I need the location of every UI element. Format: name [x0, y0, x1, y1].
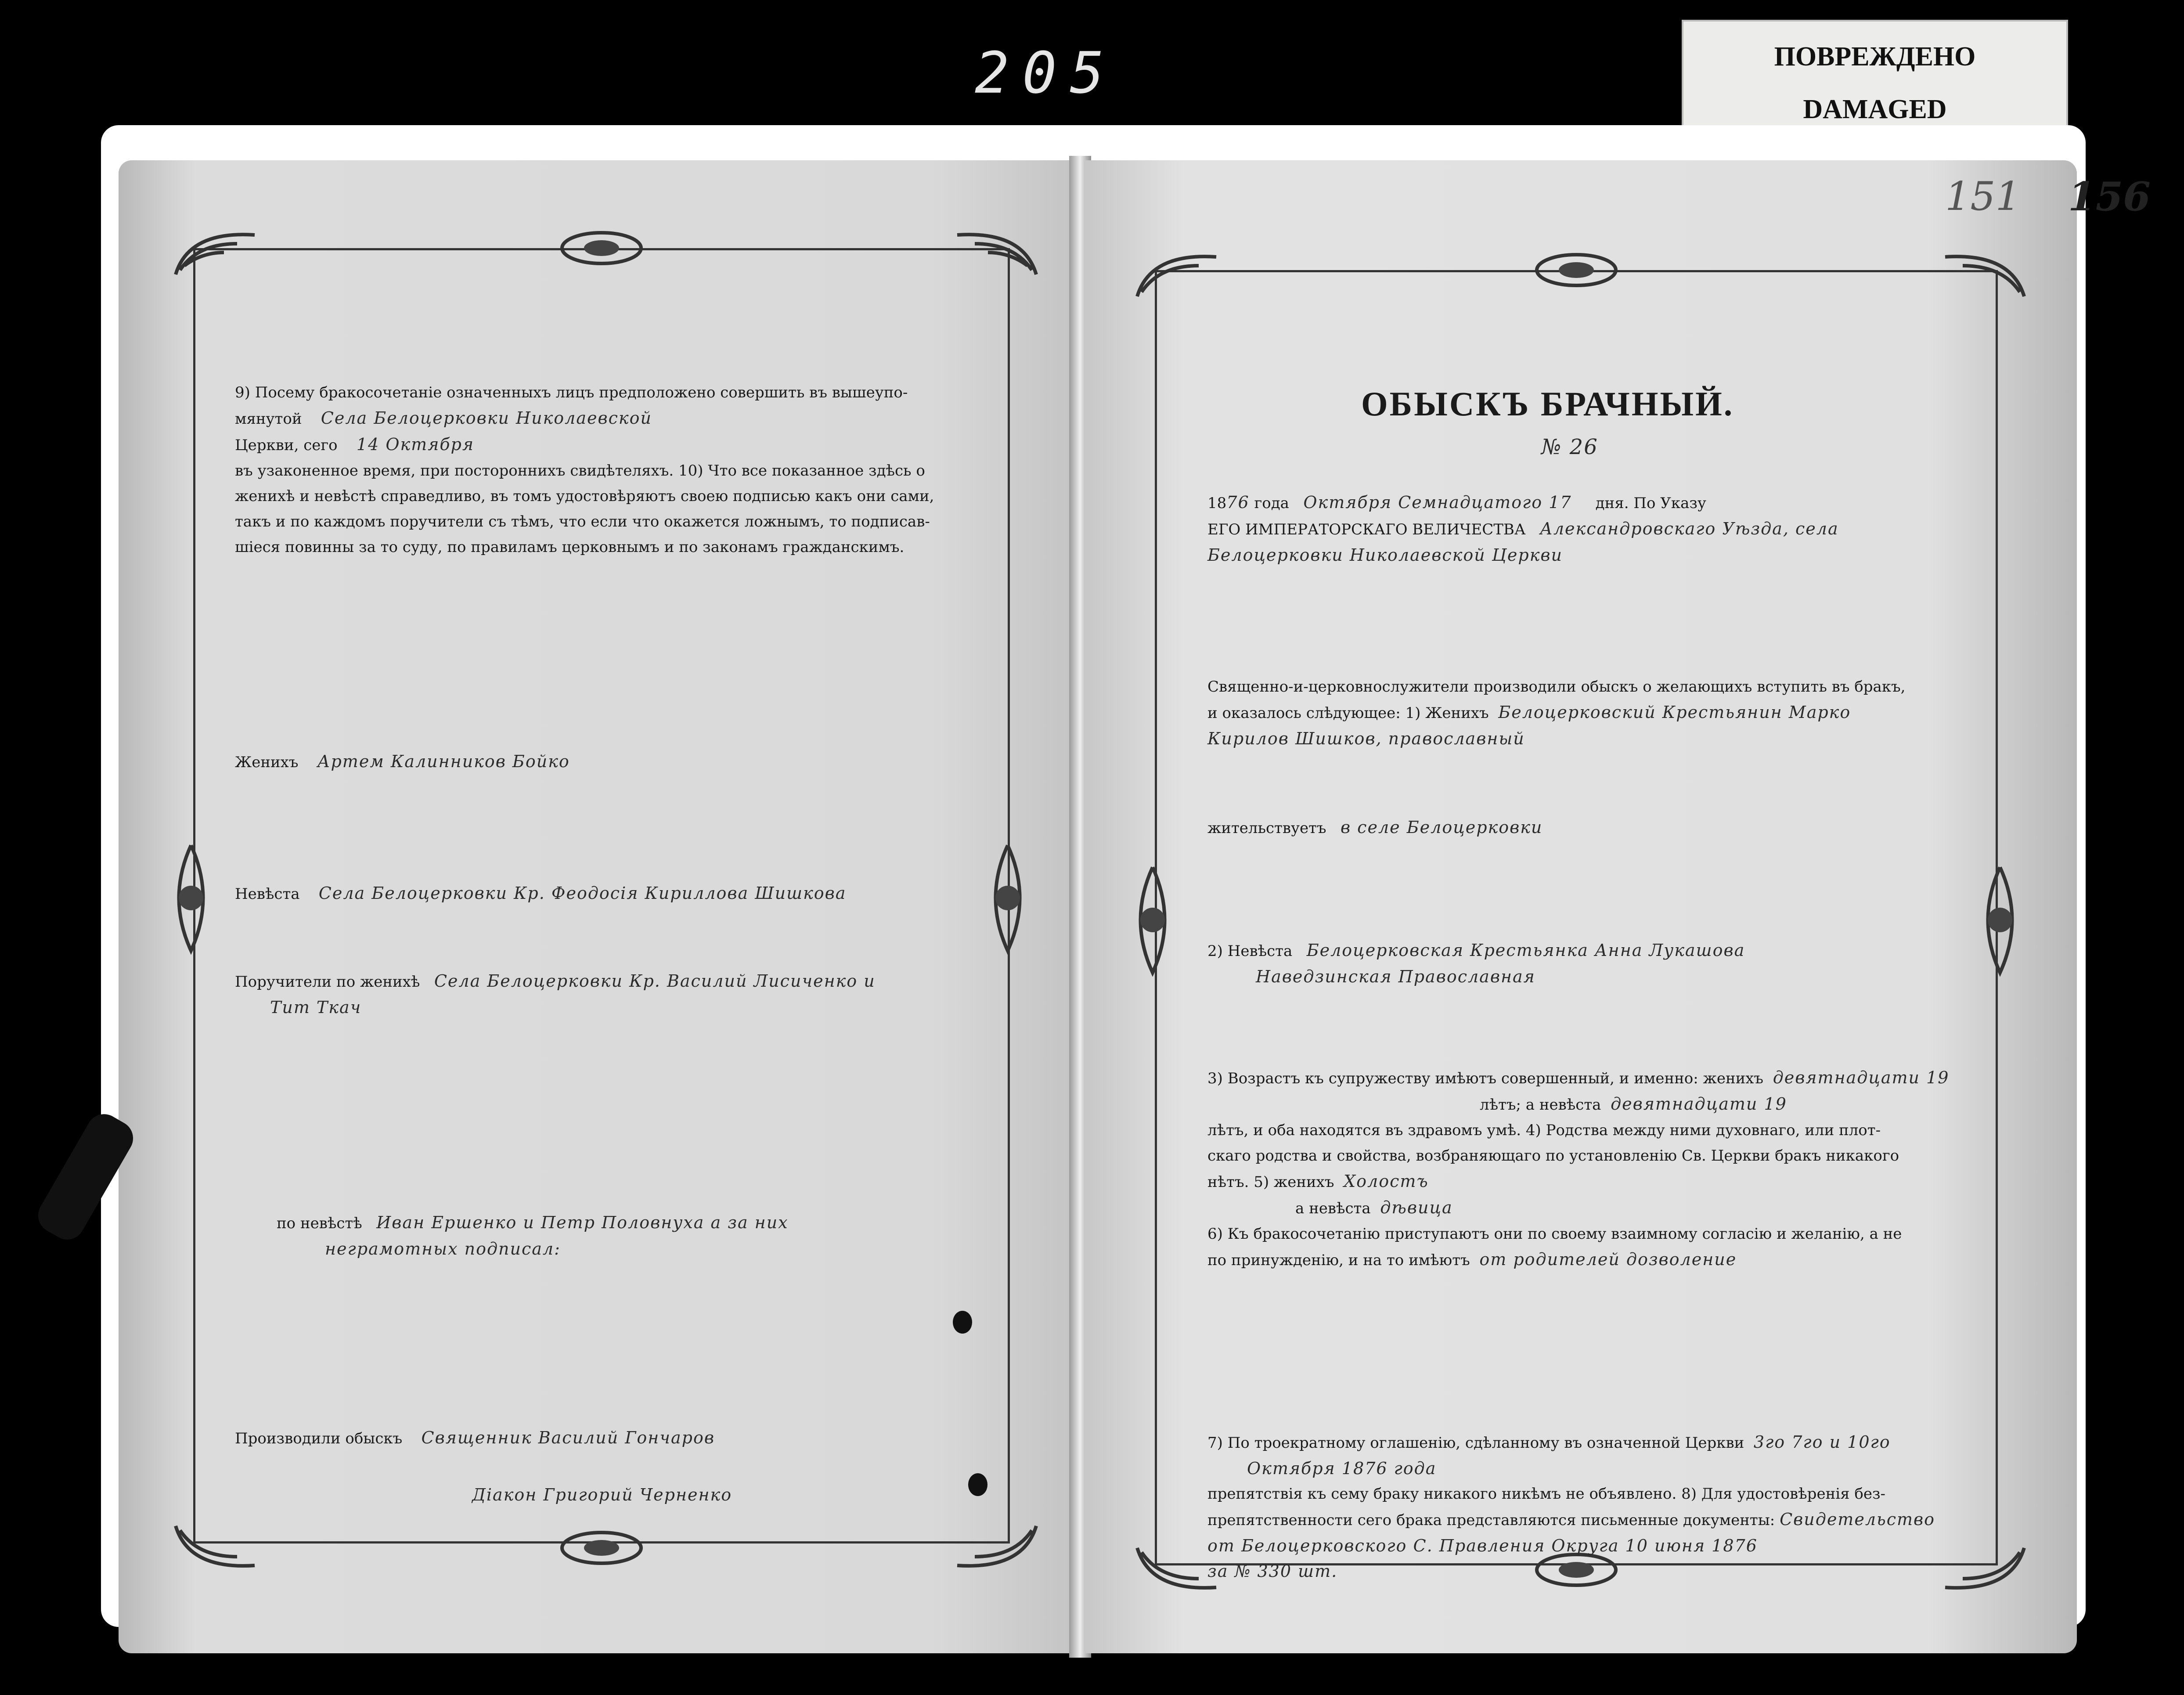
stamp-line-english: DAMAGED [1803, 94, 1947, 124]
folio-pencil-number: 151 [1945, 173, 2021, 220]
search-line-1 [235, 1425, 1008, 1451]
printed-text: года [1254, 494, 1289, 512]
right-page-border [1155, 270, 1998, 1565]
bride-age-handwritten: девятнадцати 19 [1611, 1094, 1787, 1114]
bride-line-2: Наведзинская Православная [1256, 967, 1535, 986]
date-handwritten: Октября Семнадцатого 17 [1303, 493, 1572, 512]
age-block [1207, 1065, 1989, 1273]
printed-text: 18 [1207, 494, 1227, 512]
handwritten-date: 14 Октября [356, 435, 475, 454]
left-page [119, 160, 1076, 1653]
groom-label: Женихъ [235, 754, 299, 771]
bride-guarantors [277, 1210, 1006, 1262]
groom-status-handwritten: Холостъ [1344, 1172, 1429, 1191]
groom-age-handwritten: девятнадцати 19 [1773, 1068, 1950, 1087]
age-line-1 [1207, 1065, 1989, 1091]
ink-blot [968, 1473, 987, 1496]
age-line-2 [1207, 1091, 1989, 1118]
groom-handwritten: Белоцерковский Крестьянин Марко [1498, 703, 1851, 722]
bride-name-handwritten: Села Белоцерковки Кр. Феодосія Кириллова Шишкова [318, 884, 847, 903]
printed-text: и оказалось слѣдующее: 1) Женихъ [1207, 704, 1489, 722]
document-handwritten: Свидетельство [1780, 1510, 1935, 1529]
printed-text: 3) Возрастъ къ супружеству имѣютъ совершенный, и именно: женихъ [1207, 1070, 1764, 1087]
clause-9-line-5: женихѣ и невѣстѣ справедливо, въ томъ удостовѣряютъ своею подписью какъ они сами, [235, 487, 934, 505]
clause-9-line-3 [235, 432, 1008, 458]
banns-line-3: препятствія къ сему браку никакого никѣмъ не объявлено. 8) Для удостовѣренія без- [1207, 1485, 1885, 1503]
bride-guarantors-handwritten: Иван Ершенко и Петр Половнуха а за них [376, 1213, 789, 1232]
clergy-line-1: Священно-и-церковнослужители производили обыскъ о желающихъ вступить въ бракъ, [1207, 678, 1906, 696]
right-header-block [1207, 490, 1989, 568]
handwritten-church: Села Белоцерковки Николаевской [321, 408, 652, 428]
age-line-5 [1207, 1168, 1989, 1195]
printed-text: препятственности сего брака представляются письменные документы: [1207, 1511, 1775, 1529]
open-register-book [101, 125, 2151, 1627]
folio-ink-number: 156 [2068, 173, 2151, 220]
banns-line-2: Октября 1876 года [1247, 1459, 1437, 1478]
groom-guarantors-handwritten: Села Белоцерковки Кр. Василий Лисиченко и [434, 971, 876, 991]
year-handwritten: 76 [1226, 493, 1250, 512]
banns-block [1207, 1429, 1989, 1584]
bride-label: 2) Невѣста [1207, 942, 1293, 960]
residence-handwritten: в селе Белоцерковки [1340, 818, 1543, 837]
banns-line-1 [1207, 1429, 1989, 1456]
banns-line-5: от Белоцерковского С. Правления Округа 10 июня 1876 [1207, 1536, 1758, 1555]
left-text-block [235, 380, 1008, 560]
age-line-6 [1207, 1195, 1989, 1221]
residence-line [1207, 815, 1989, 841]
stamp-line-russian: ПОВРЕЖДЕНО [1774, 42, 1976, 72]
ornament-right-top-center [1532, 239, 1620, 292]
clause-9-line-6: такъ и по каждомъ поручители съ тѣмъ, что если что окажется ложнымъ, то подписав- [235, 513, 930, 530]
groom-entry [235, 749, 1008, 775]
groom-guarantors-line-1 [235, 968, 1008, 995]
printed-text: нѣтъ. 5) женихъ [1207, 1173, 1334, 1191]
residence-label: жительствуетъ [1207, 819, 1326, 837]
printed-text: ЕГО ИМПЕРАТОРСКАГО ВЕЛИЧЕСТВА [1207, 521, 1526, 538]
groom-name-handwritten: Артем Калинников Бойко [317, 752, 570, 771]
ornament-left-bottom-center [558, 1526, 645, 1579]
clause-9-line-1: 9) Посему бракосочетаніе означенныхъ лицъ предположено совершить въ вышеупо- [235, 384, 908, 401]
banns-line-4 [1207, 1507, 1989, 1533]
search-performed [235, 1425, 1008, 1507]
printed-text: дня. По Указу [1595, 494, 1706, 512]
ornament-left-bottom-right [953, 1522, 1041, 1574]
guarantors-label: по невѣстѣ [277, 1215, 362, 1232]
priest-signature: Священник Василий Гончаров [421, 1428, 715, 1447]
clause-9-line-7: шіеся повинны за то суду, по правиламъ церковнымъ и по законамъ гражданскимъ. [235, 538, 905, 556]
banns-dates-handwritten: 3го 7го и 10го [1753, 1432, 1891, 1452]
ornament-left-top-right [953, 226, 1041, 279]
clergy-block [1207, 674, 1989, 751]
frame-number: 205 [975, 40, 1117, 106]
printed-text: Церкви, сего [235, 436, 338, 454]
age-line-3: лѣтъ, и оба находятся въ здравомъ умѣ. 4) Родства между ними духовнаго, или плот- [1207, 1122, 1881, 1139]
age-line-4: скаго родства и свойства, возбраняющаго по установленію Св. Церкви бракъ никакого [1207, 1147, 1899, 1165]
ornament-right-side-left [1124, 863, 1181, 977]
deacon-signature: Діакон Григорий Черненко [472, 1485, 732, 1504]
banns-line-6: за № 330 шт. [1207, 1562, 1338, 1581]
bride-handwritten: Белоцерковская Крестьянка Анна Лукашова [1306, 941, 1745, 960]
consent-handwritten: от родителей дозволение [1479, 1250, 1737, 1269]
printed-text: лѣтъ; а невѣста [1480, 1096, 1601, 1114]
consent-line-2 [1207, 1247, 1989, 1273]
ink-blot [953, 1311, 972, 1334]
search-label: Производили обыскъ [235, 1430, 403, 1447]
printed-text: 7) По троекратному оглашенію, сдѣланному въ означенной Церкви [1207, 1434, 1744, 1452]
document-title: ОБЫСКЪ БРАЧНЫЙ. [1361, 385, 1734, 423]
ornament-left-bottom-left [171, 1522, 259, 1574]
ornament-left-top-left [171, 226, 259, 279]
clause-9-line-2 [235, 405, 1008, 432]
date-line [1207, 490, 1989, 516]
consent-line-1: 6) Къ бракосочетанію приступаютъ они по своему взаимному согласію и желанію, а не [1207, 1225, 1902, 1243]
groom-guarantors [235, 968, 1008, 1020]
bride-status-handwritten: дѣвица [1380, 1198, 1453, 1217]
bride-label: Невѣста [235, 885, 300, 903]
ornament-right-top-right [1941, 248, 2029, 301]
right-page [1085, 160, 2151, 1653]
decree-line-2: Белоцерковки Николаевской Церкви [1207, 545, 1563, 565]
record-number: № 26 [1541, 435, 1598, 459]
clergy-line-2 [1207, 700, 1989, 726]
decree-handwritten: Александровскаго Уѣзда, села [1540, 519, 1839, 538]
clause-9-line-4: въ узаконенное время, при постороннихъ свидѣтеляхъ. 10) Что все показанное здѣсь о [235, 462, 925, 480]
groom-guarantors-line-2: Тит Ткач [270, 998, 362, 1017]
guarantors-label: Поручители по женихѣ [235, 973, 420, 991]
ornament-left-top-center [558, 217, 645, 270]
printed-text: мянутой [235, 410, 302, 428]
bride-block [1207, 938, 1989, 989]
bride-line-1 [1207, 938, 1989, 964]
ornament-left-side-left [162, 841, 220, 955]
groom-line-2: Кирилов Шишков, православный [1207, 729, 1525, 748]
bride-entry [235, 880, 1008, 907]
printed-text: по принужденію, и на то имѣютъ [1207, 1251, 1470, 1269]
bride-guarantors-line-1 [277, 1210, 1006, 1236]
ornament-right-top-left [1133, 248, 1221, 301]
printed-text: а невѣста [1295, 1200, 1371, 1217]
decree-line [1207, 516, 1989, 542]
bride-guarantors-line-2: неграмотных подписал: [325, 1239, 561, 1259]
